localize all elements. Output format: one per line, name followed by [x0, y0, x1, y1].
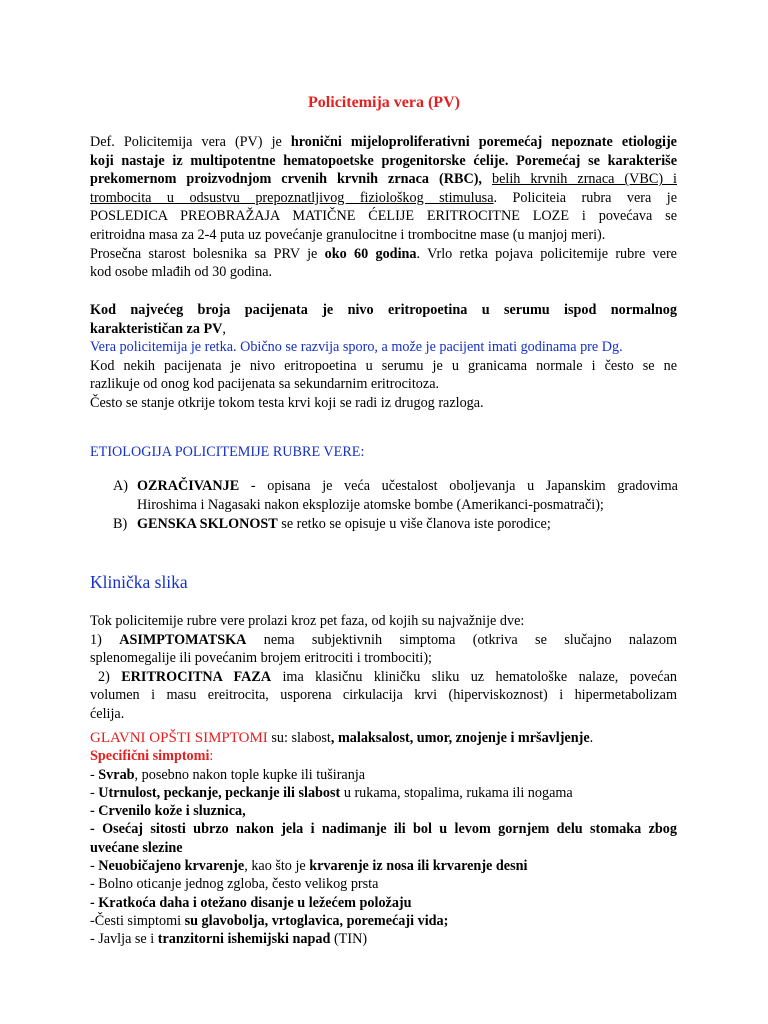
text-span: (TIN) [330, 931, 368, 948]
definition-paragraph [90, 133, 677, 282]
page-title: Policitemija vera (PV) [308, 94, 460, 111]
text-span: . [589, 730, 594, 746]
clinical-paragraph [90, 612, 677, 724]
text-span: GLAVNI OPŠTI SIMPTOMI [90, 730, 268, 746]
list-letter: A) [113, 478, 128, 494]
text-span: 2) [98, 668, 122, 685]
etiology-list [113, 477, 678, 534]
text-line: splenomegalije ili povećanim brojem eritrociti i trombociti); [90, 650, 432, 667]
text-line: POSLEDICA PREOBRAŽAJA MATIČNE ĆELIJE ERITROCITNE LOZE i povećava se [90, 208, 677, 225]
text-span: oko 60 godina [324, 245, 417, 262]
text-span: , posebno nakon tople kupke ili tuširanja [134, 766, 366, 783]
text-span: , [222, 320, 226, 337]
text-span: Svrab [98, 766, 135, 783]
text-span: 1) [90, 631, 120, 648]
text-span: belih krvnih zrnaca (VBC) i [491, 171, 677, 188]
text-line: Vera policitemija je retka. Obično se razvija sporo, a može je pacijent imati godinama pre Dg. [90, 339, 623, 356]
text-span: hronični mijeloproliferativni poremećaj nepoznate etiologije [290, 134, 677, 150]
text-span: , malaksalost, umor, znojenje i mršavljenje [330, 730, 590, 746]
text-span: Neuobičajeno krvarenje [98, 858, 245, 875]
text-span: . Vrlo retka pojava policitemije rubre vere [416, 245, 677, 262]
text-line: - Osećaj sitosti ubrzo nakon jela i nadimanje ili bol u levom gornjem delu stomaka zbog [90, 821, 677, 838]
text-span: : [209, 748, 214, 765]
text-line: Kod najvećeg broja pacijenata je nivo eritropoetina u serumu ispod normalnog [90, 302, 677, 318]
text-span: GENSKA SKLONOST [137, 516, 278, 532]
text-line: eritroidna masa za 2-4 puta uz povećanje granulocitne i trombocitne mase (u manjoj meri). [90, 226, 606, 243]
text-line: - Bolno oticanje jednog zgloba, često velikog prsta [90, 876, 379, 893]
etiology-heading: ETIOLOGIJA POLICITEMIJE RUBRE VERE: [90, 444, 365, 460]
text-span: trombocita u odsustvu prepoznatljivog fiziološkog stimulusa [90, 189, 494, 206]
text-span: ASIMPTOMATSKA [119, 631, 247, 648]
text-span: su glavobolja, vrtoglavica, poremećaji vida; [184, 912, 449, 929]
text-line: - Crvenilo kože i sluznica, [90, 803, 246, 820]
text-line: uvećane slezine [90, 839, 183, 856]
list-item [113, 477, 678, 515]
text-span: Prosečna starost bolesnika sa PRV je [90, 245, 325, 262]
text-line: kod osobe mlađih od 30 godina. [90, 264, 273, 281]
clinical-heading: Klinička slika [90, 572, 188, 592]
text-span: - [90, 858, 99, 875]
text-span: Def. Policitemija vera (PV) je [90, 134, 291, 150]
text-span: su: slabost [267, 730, 331, 746]
text-span: Utrnulost, peckanje, peckanje ili slabost [98, 784, 341, 801]
text-span: OZRAČIVANJE [137, 478, 240, 494]
text-line: - Kratkoća daha i otežano disanje u ležećem položaju [90, 894, 412, 911]
text-span: prekomernom proizvodnjom crvenih krvnih zrnaca (RBC), [90, 171, 492, 188]
text-line: Često se stanje otkrije tokom testa krvi koji se radi iz drugog razloga. [90, 394, 484, 411]
text-span: , kao što je [244, 858, 310, 875]
text-span: ERITROCITNA FAZA [121, 668, 272, 685]
text-span: tranzitorni ishemijski napad [157, 931, 331, 948]
text-span: -Česti simptomi [90, 912, 185, 929]
text-line: ćelija. [90, 705, 125, 722]
text-span: ima klasičnu kliničku sliku uz hematološke nalaze, povećan [271, 668, 677, 685]
text-span: nema subjektivnih simptoma (otkriva se slučajno nalazom [246, 631, 677, 648]
symptoms-section [90, 729, 677, 949]
list-item [113, 515, 678, 534]
text-line: Tok policitemije rubre vere prolazi kroz pet faza, od kojih su najvažnije dve: [90, 613, 525, 629]
text-span: se retko se opisuje u više članova iste porodice; [277, 516, 551, 532]
text-span: Specifični simptomi [90, 748, 210, 765]
text-span: - Javlja se i [90, 931, 158, 948]
text-span: u rukama, stopalima, rukama ili nogama [340, 784, 573, 801]
text-span: . Policiteia rubra vera je [493, 189, 677, 206]
list-letter: B) [113, 516, 128, 532]
text-span: - [90, 766, 99, 783]
text-line: koji nastaje iz multipotentne hematopoetske progenitorske ćelije. Poremećaj se karakteriše [90, 152, 677, 169]
text-line: Hiroshima i Nagasaki nakon eksplozije atomske bombe (Amerikanci-posmatrači); [137, 497, 604, 513]
erythropoietin-paragraph [90, 301, 677, 413]
text-line: volumen i masu ereitrocita, usporena cirkulacija krvi (hiperviskoznost) i hipermetabolizam [90, 687, 677, 704]
text-span: - [90, 784, 99, 801]
text-span: karakterističan za PV [90, 320, 223, 337]
text-line: Kod nekih pacijenata je nivo eritropoetina u serumu je u granicama normale i često se ne [90, 357, 677, 374]
text-span: krvarenje iz nosa ili krvarenje desni [309, 858, 528, 875]
text-span: - opisana je veća učestalost oboljevanja u Japanskim gradovima [239, 478, 678, 494]
text-line: razlikuje od onog kod pacijenata sa sekundarnim eritrocitoza. [90, 376, 440, 393]
